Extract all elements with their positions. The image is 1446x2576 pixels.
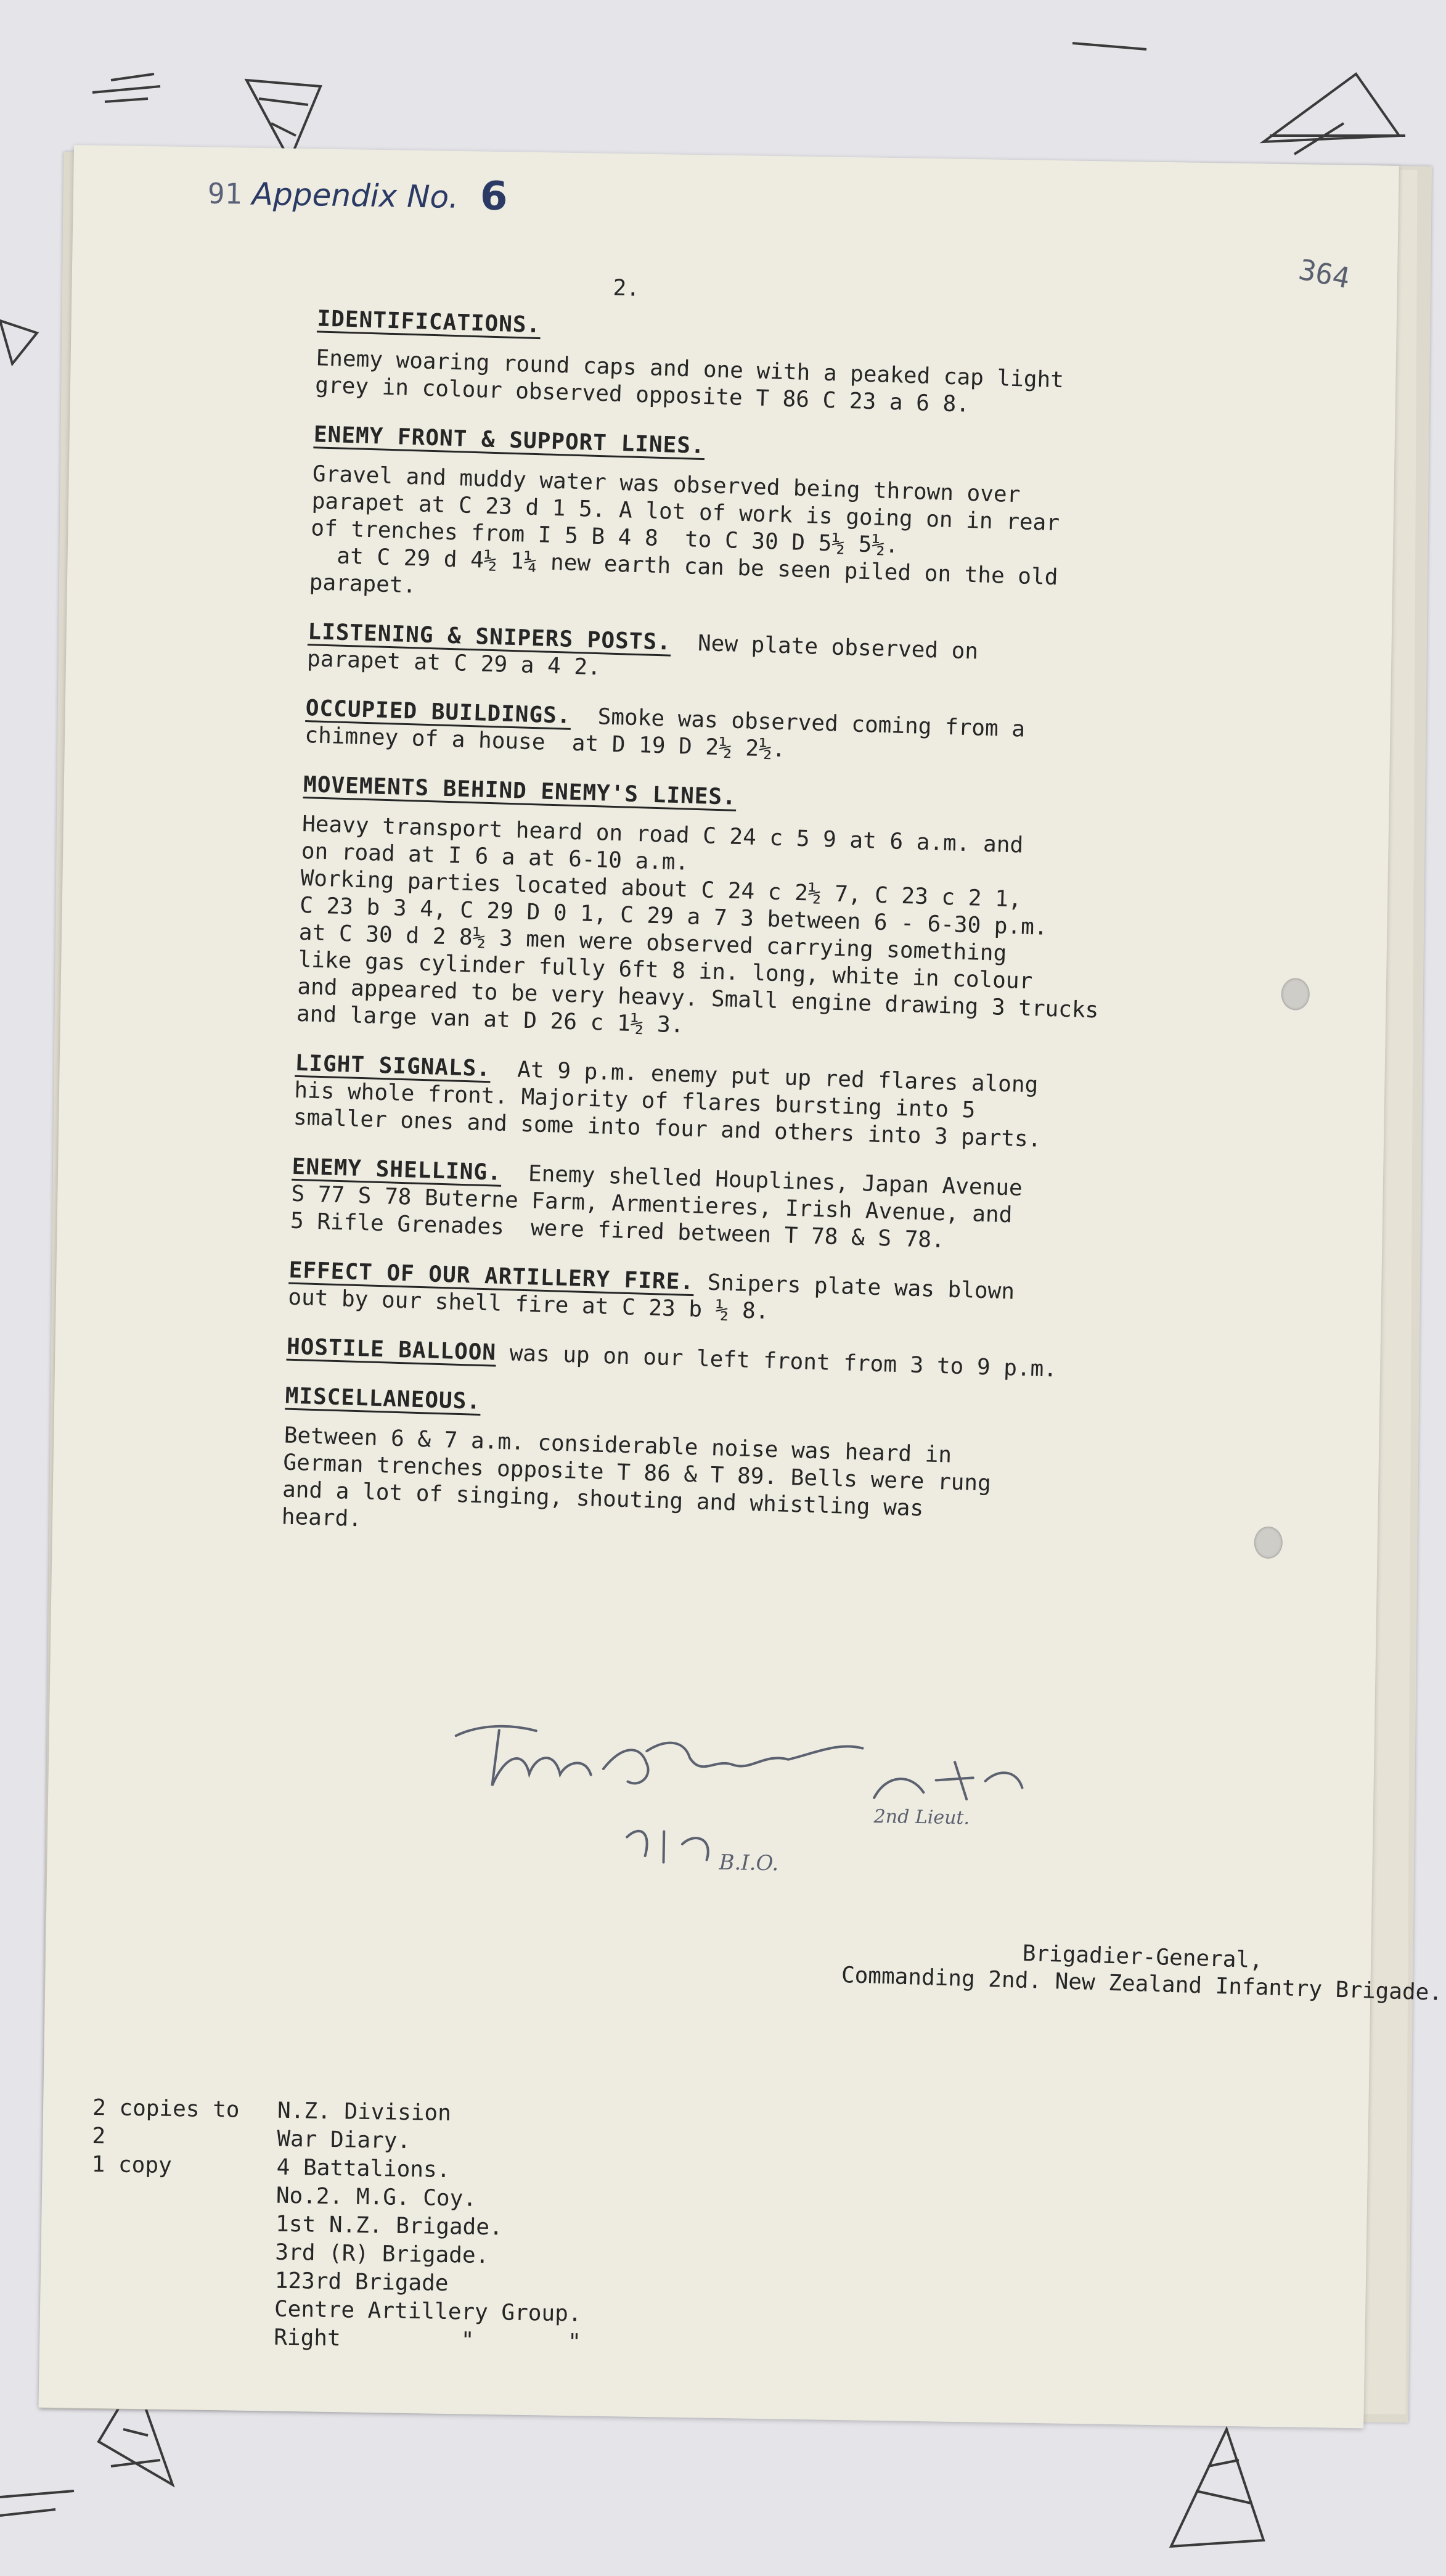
document-page	[38, 145, 1443, 2428]
stamp-number: 91	[207, 176, 242, 211]
section-text: Heavy transport heard on road C 24 c 5 9 at 6 a.m. and on road at I 6 a at 6-10 a.m. Working parties located about C 24 c 2½ 7, C 23 c 2 1, C 23 b 3 4, C 29 D 0 1, C 29 a 7 3 between 6 - 6-30 p.m. at C 30 d 2 8½ 3 men were observed carrying something like gas cylinder fully 6ft 8 in. long, white in colour and appeared to be very heavy. Small engine drawing 3 trucks and large van at D 26 c 1½ 3.	[296, 811, 1099, 1038]
section-heading: LIGHT SIGNALS.	[295, 1050, 491, 1082]
section-text: Snipers plate was blown out by our shell fire at C 23 b ½ 8.	[287, 1270, 1015, 1324]
distribution-recipient: War Diary.	[277, 2126, 411, 2154]
distribution-qty: 2	[92, 2123, 106, 2149]
report-section	[304, 695, 1341, 780]
section-text: Enemy woaring round caps and one with a peaked cap light grey in colour observed opposite T 86 C 23 a 6 8.	[314, 345, 1064, 417]
signature-title: Brigadier-General, Commanding 2nd. New Zealand Infantry Brigade.	[841, 1940, 1443, 2006]
section-text: was up on our left front from 3 to 9 p.m.	[496, 1340, 1058, 1382]
report-section	[296, 771, 1339, 1059]
stamp-handwritten-number: 6	[480, 173, 509, 220]
distribution-qty	[91, 2207, 276, 2239]
distribution-recipient: 3rd (R) Brigade.	[275, 2239, 489, 2269]
distribution-recipient: 123rd Brigade	[274, 2268, 449, 2297]
distribution-recipient: Centre Artillery Group.	[274, 2296, 582, 2327]
page-number: 2.	[612, 275, 640, 301]
section-text: Smoke was observed coming from a chimney of a house at D 19 D 2½ 2½.	[304, 703, 1026, 763]
distribution-qty	[91, 2179, 277, 2210]
distribution-qty	[90, 2236, 276, 2267]
report-section	[288, 1257, 1325, 1342]
section-text: Between 6 & 7 a.m. considerable noise was heard in German trenches opposite T 86 & T 89. Bells were rung and a lot of singing, shouting and whistling was heard.	[281, 1422, 992, 1532]
signature	[441, 1711, 1122, 1882]
section-heading: ENEMY SHELLING.	[292, 1154, 502, 1186]
folio-number: 364	[1296, 252, 1353, 295]
distribution-qty	[89, 2321, 274, 2352]
report-section	[315, 305, 1353, 430]
report-section	[309, 421, 1349, 627]
section-heading: EFFECT OF OUR ARTILLERY FIRE.	[288, 1257, 695, 1295]
distribution-qty: 1 copy	[91, 2151, 173, 2179]
section-heading: MISCELLANEOUS.	[285, 1383, 481, 1414]
distribution-qty	[89, 2292, 275, 2324]
section-heading: LISTENING & SNIPERS POSTS.	[307, 619, 672, 655]
distribution-recipient: N.Z. Division	[277, 2098, 452, 2127]
stamp-label: Appendix No.	[251, 176, 459, 215]
section-heading: ENEMY FRONT & SUPPORT LINES.	[313, 422, 706, 459]
distribution-recipient: 1st N.Z. Brigade.	[275, 2211, 503, 2241]
report-section	[293, 1050, 1330, 1162]
report-body	[280, 266, 1354, 1583]
report-section	[286, 1334, 1322, 1392]
report-section	[307, 618, 1344, 703]
distribution-qty: 2 copies to	[92, 2094, 240, 2123]
distribution-list	[89, 2094, 585, 2357]
report-sections	[281, 305, 1352, 1561]
section-text: Gravel and muddy water was observed being thrown over parapet at C 23 d 1 5. A lot of work is going on in rear of trenches from I 5 B 4 8 to C 30 D 5½ 5½. at C 29 d 4½ 1¼ new earth can be seen piled on the old parapet.	[309, 461, 1060, 599]
report-section	[290, 1154, 1327, 1266]
distribution-recipient: Right " "	[273, 2324, 582, 2355]
section-heading: HOSTILE BALLOON	[286, 1334, 497, 1366]
signature-rank: 2nd Lieut.	[873, 1805, 970, 1829]
distribution-qty	[89, 2264, 275, 2295]
section-text: New plate observed on parapet at C 29 a 4 2.	[306, 630, 979, 681]
section-text: At 9 p.m. enemy put up red flares along his whole front. Majority of flares bursting into 5 smaller ones and some into four and others into 3 parts.	[293, 1056, 1042, 1152]
section-heading: MOVEMENTS BEHIND ENEMY'S LINES.	[303, 772, 737, 810]
distribution-recipient: No.2. M.G. Coy.	[276, 2183, 477, 2212]
section-text: Enemy shelled Houplines, Japan Avenue S 77 S 78 Buterne Farm, Armentieres, Irish Avenue, and 5 Rifle Grenades were fired between T 78 & S 78.	[290, 1160, 1023, 1253]
distribution-recipient: 4 Battalions.	[276, 2154, 451, 2183]
report-section	[281, 1383, 1320, 1562]
section-heading: IDENTIFICATIONS.	[316, 306, 541, 338]
section-heading: OCCUPIED BUILDINGS.	[305, 695, 572, 729]
signature-initials: B.I.O.	[719, 1850, 779, 1876]
